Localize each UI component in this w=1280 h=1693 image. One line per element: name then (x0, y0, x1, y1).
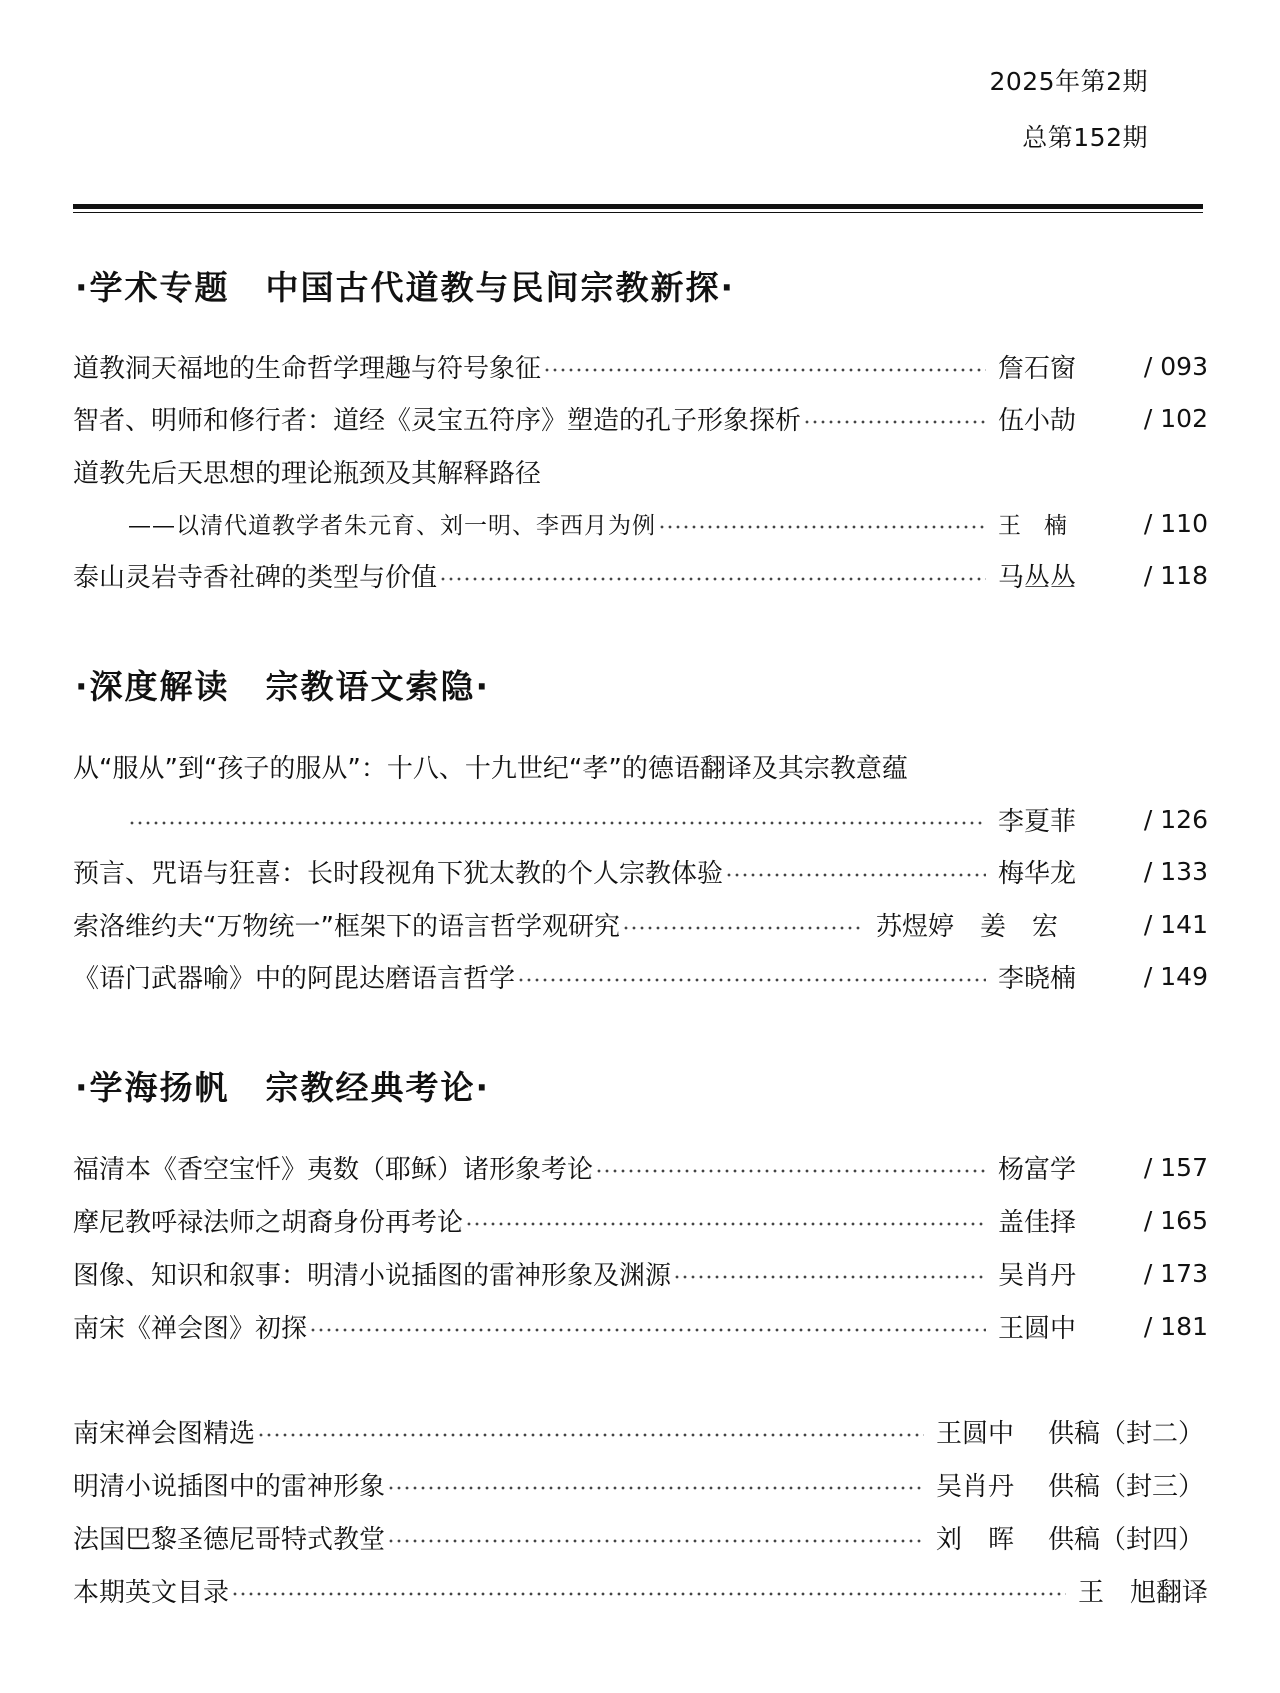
toc-entry[interactable] (73, 904, 1208, 944)
cover-title: 明清小说插图中的雷神形象 (73, 1471, 386, 1502)
entry-page: / 118 (1143, 560, 1208, 590)
entry-author: 盖佳择 (998, 1207, 1077, 1238)
entry-author: 李晓楠 (998, 963, 1077, 994)
leader-dots (595, 1169, 986, 1173)
leader-dots (309, 1328, 986, 1332)
toc-entry-subtitle-line[interactable] (128, 503, 1208, 543)
entry-author: 苏煜婷 姜 宏 (876, 911, 1059, 942)
entry-title: 泰山灵岩寺香社碑的类型与价值 (73, 562, 438, 593)
section-theme: 宗教语文索隐 (265, 667, 476, 706)
toc-entry[interactable] (73, 1253, 1208, 1293)
entry-title: 从“服从”到“孩子的服从”：十八、十九世纪“孝”的德语翻译及其宗教意蕴 (73, 753, 908, 784)
toc-entry-title-line[interactable] (73, 746, 1208, 786)
entry-author: 王圆中 (998, 1313, 1077, 1344)
entry-page: / 181 (1143, 1311, 1208, 1341)
entry-subtitle: ——以清代道教学者朱元育、刘一明、李西月为例 (128, 512, 656, 539)
cover-author: 刘 晖 (936, 1524, 1015, 1555)
entry-page: / 149 (1143, 961, 1208, 991)
entry-page: / 173 (1143, 1258, 1208, 1288)
entry-author: 梅华龙 (998, 858, 1077, 889)
leader-dots (517, 978, 986, 982)
cover-author: 吴肖丹 (936, 1471, 1015, 1502)
cover-author: 王圆中 (936, 1418, 1015, 1449)
leader-dots (465, 1222, 986, 1226)
section-theme: 宗教经典考论 (265, 1068, 476, 1107)
entry-page: / 093 (1143, 351, 1208, 381)
section-category: 深度解读 (89, 667, 230, 706)
entry-author: 马丛丛 (998, 562, 1077, 593)
toc-entry[interactable] (73, 956, 1208, 996)
entry-title: 道教先后天思想的理论瓶颈及其解释路径 (73, 458, 542, 489)
cover-note: 供稿（封二） (1048, 1418, 1205, 1449)
section-heading-3: ·学海扬帆 宗教经典考论· (75, 1068, 491, 1107)
cover-credit[interactable] (73, 1464, 1208, 1504)
leader-dots (543, 368, 986, 372)
section-heading-2: ·深度解读 宗教语文索隐· (75, 667, 491, 706)
leader-dots (439, 577, 986, 581)
entry-author: 詹石窗 (998, 353, 1077, 384)
toc-entry[interactable] (73, 398, 1208, 438)
entry-title: 图像、知识和叙事：明清小说插图的雷神形象及渊源 (73, 1260, 672, 1291)
section-theme: 中国古代道教与民间宗教新探 (265, 268, 721, 307)
entry-page: / 102 (1143, 403, 1208, 433)
cover-title: 南宋禅会图精选 (73, 1418, 256, 1449)
header-rule (73, 204, 1203, 213)
toc-entry[interactable] (73, 1147, 1208, 1187)
cover-title: 法国巴黎圣德尼哥特式教堂 (73, 1524, 386, 1555)
entry-author: 王 楠 (998, 512, 1067, 539)
section-heading-1: ·学术专题 中国古代道教与民间宗教新探· (75, 268, 736, 307)
english-toc-entry[interactable] (73, 1570, 1208, 1610)
entry-author: 吴肖丹 (998, 1260, 1077, 1291)
entry-title: 智者、明师和修行者：道经《灵宝五符序》塑造的孔子形象探析 (73, 405, 802, 436)
entry-title: 《语门武器喻》中的阿毘达磨语言哲学 (73, 963, 516, 994)
issue-number: 2025年第2期 (989, 67, 1148, 96)
section-category: 学术专题 (89, 268, 230, 307)
leader-dots (231, 1592, 1066, 1596)
toc-entry[interactable] (73, 346, 1208, 386)
entry-author: 杨富学 (998, 1154, 1077, 1185)
entry-title: 道教洞天福地的生命哲学理趣与符号象征 (73, 353, 542, 384)
entry-page: / 110 (1143, 508, 1208, 538)
cover-note: 供稿（封四） (1048, 1524, 1205, 1555)
toc-entry-continuation[interactable] (128, 799, 1208, 839)
entry-author: 伍小劼 (998, 405, 1077, 436)
toc-entry[interactable] (73, 1200, 1208, 1240)
leader-dots (803, 420, 986, 424)
entry-title: 摩尼教呼禄法师之胡裔身份再考论 (73, 1207, 464, 1238)
entry-page: / 157 (1143, 1152, 1208, 1182)
entry-page: / 165 (1143, 1205, 1208, 1235)
cover-credit[interactable] (73, 1517, 1208, 1557)
leader-dots (257, 1433, 924, 1437)
leader-dots (725, 873, 986, 877)
entry-page: / 141 (1143, 909, 1208, 939)
cover-note: 供稿（封三） (1048, 1471, 1205, 1502)
leader-dots (387, 1539, 924, 1543)
toc-entry[interactable] (73, 1306, 1208, 1346)
toc-entry-title-line[interactable] (73, 451, 1208, 491)
entry-page: / 133 (1143, 856, 1208, 886)
leader-dots (673, 1275, 986, 1279)
entry-title: 福清本《香空宝忏》夷数（耶稣）诸形象考论 (73, 1154, 594, 1185)
leader-dots (128, 821, 986, 825)
english-toc-title: 本期英文目录 (73, 1577, 230, 1608)
toc-entry[interactable] (73, 555, 1208, 595)
entry-title: 索洛维约夫“万物统一”框架下的语言哲学观研究 (73, 911, 620, 942)
total-issue-number: 总第152期 (1022, 123, 1148, 152)
leader-dots (622, 926, 864, 930)
leader-dots (387, 1486, 924, 1490)
leader-dots (658, 525, 986, 529)
section-category: 学海扬帆 (89, 1068, 230, 1107)
entry-title: 南宋《禅会图》初探 (73, 1313, 308, 1344)
entry-page: / 126 (1143, 804, 1208, 834)
cover-credit[interactable] (73, 1411, 1208, 1451)
english-toc-translator: 王 旭翻译 (1078, 1577, 1209, 1608)
entry-author: 李夏菲 (998, 806, 1077, 837)
entry-title: 预言、咒语与狂喜：长时段视角下犹太教的个人宗教体验 (73, 858, 724, 889)
toc-entry[interactable] (73, 851, 1208, 891)
